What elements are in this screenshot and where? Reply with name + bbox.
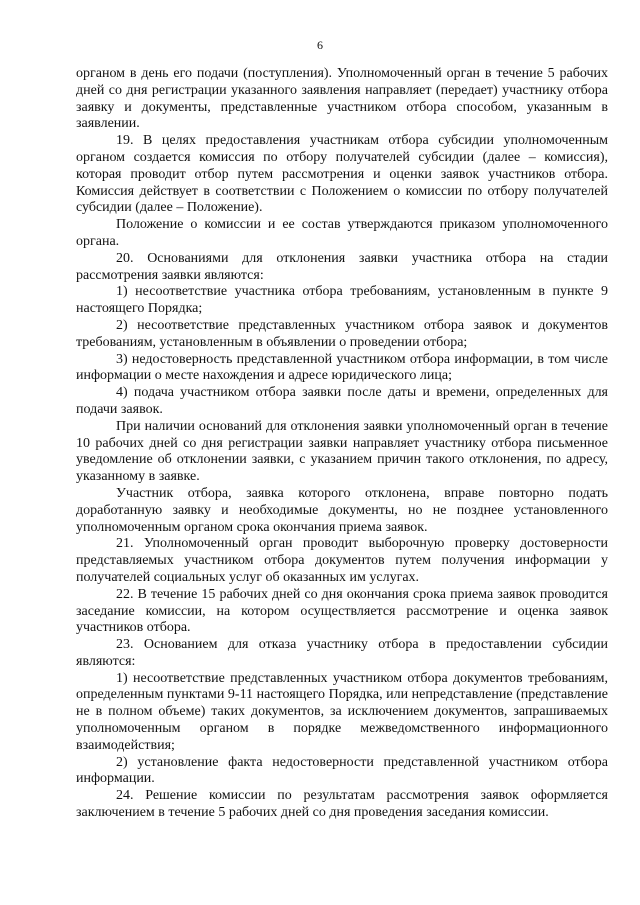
paragraph-23: 23. Основанием для отказа участнику отбора в предоставлении субсидии являются: (76, 637, 608, 669)
list-item-23-1: 1) несоответствие представленных участником отбора документов требованиям, определенным пунктами 9-11 настоящего Порядка, или непредставление (представление не в полном объеме) таких документов, за исключением документов, запрашиваемых уполномоченным органом в порядке межведомственного информационного взаимодействия; (76, 670, 608, 753)
paragraph-continuation: органом в день его подачи (поступления). Уполномоченный орган в течение 5 рабочих дней со дня регистрации указанного заявления направляет (передает) участнику отбора заявку и документы, представленные участником отбора способом, указанным в заявлении. (76, 66, 608, 132)
paragraph-24: 24. Решение комиссии по результатам рассмотрения заявок оформляется заключением в течение 5 рабочих дней со дня проведения заседания комиссии. (76, 788, 608, 821)
list-item-20-4: 4) подача участником отбора заявки после даты и времени, определенных для подачи заявок. (76, 385, 608, 417)
paragraph-resubmission: Участник отбора, заявка которого отклонена, вправе повторно подать доработанную заявку и необходимые документы, но не позднее установленного уполномоченным органом срока окончания приема заявок. (76, 485, 608, 535)
list-item-20-1: 1) несоответствие участника отбора требованиям, установленным в пункте 9 настоящего Порядка; (76, 284, 608, 317)
paragraph-21: 21. Уполномоченный орган проводит выборочную проверку достоверности представляемых участником отбора документов путем получения информации у получателей социальных услуг об оказанных им услугах. (76, 536, 608, 585)
paragraph-19: 19. В целях предоставления участникам отбора субсидии уполномоченным органом создается комиссия по отбору получателей субсидии (далее – комиссия), которая проводит отбор путем рассмотрения и оценки заявок участников отбора. Комиссия действует в соответствии с Положением о комиссии по отбору получателей субсидии (далее – Положение). (76, 133, 608, 216)
list-item-23-2: 2) установление факта недостоверности представленной участником отбора информации. (76, 754, 608, 787)
list-item-20-2: 2) несоответствие представленных участником отбора заявок и документов требованиям, установленным в объявлении о проведении отбора; (76, 317, 608, 350)
paragraph-commission-composition: Положение о комиссии и ее состав утверждаются приказом уполномоченного органа. (76, 217, 608, 249)
paragraph-20: 20. Основаниями для отклонения заявки участника отбора на стадии рассмотрения заявки являются: (76, 250, 608, 283)
paragraph-22: 22. В течение 15 рабочих дней со дня окончания срока приема заявок проводится заседание комиссии, на котором осуществляется рассмотрение и оценка заявок участников отбора. (76, 586, 608, 636)
page-number: 6 (317, 38, 323, 52)
document-body (76, 66, 608, 822)
paragraph-rejection-notice: При наличии оснований для отклонения заявки уполномоченный орган в течение 10 рабочих дней со дня регистрации заявки направляет участнику отбора письменное уведомление об отклонении заявки, с указанием причин такого отклонения, по адресу, указанному в заявке. (76, 418, 608, 485)
list-item-20-3: 3) недостоверность представленной участником отбора информации, в том числе информации о месте нахождения и адресе юридического лица; (76, 351, 608, 384)
